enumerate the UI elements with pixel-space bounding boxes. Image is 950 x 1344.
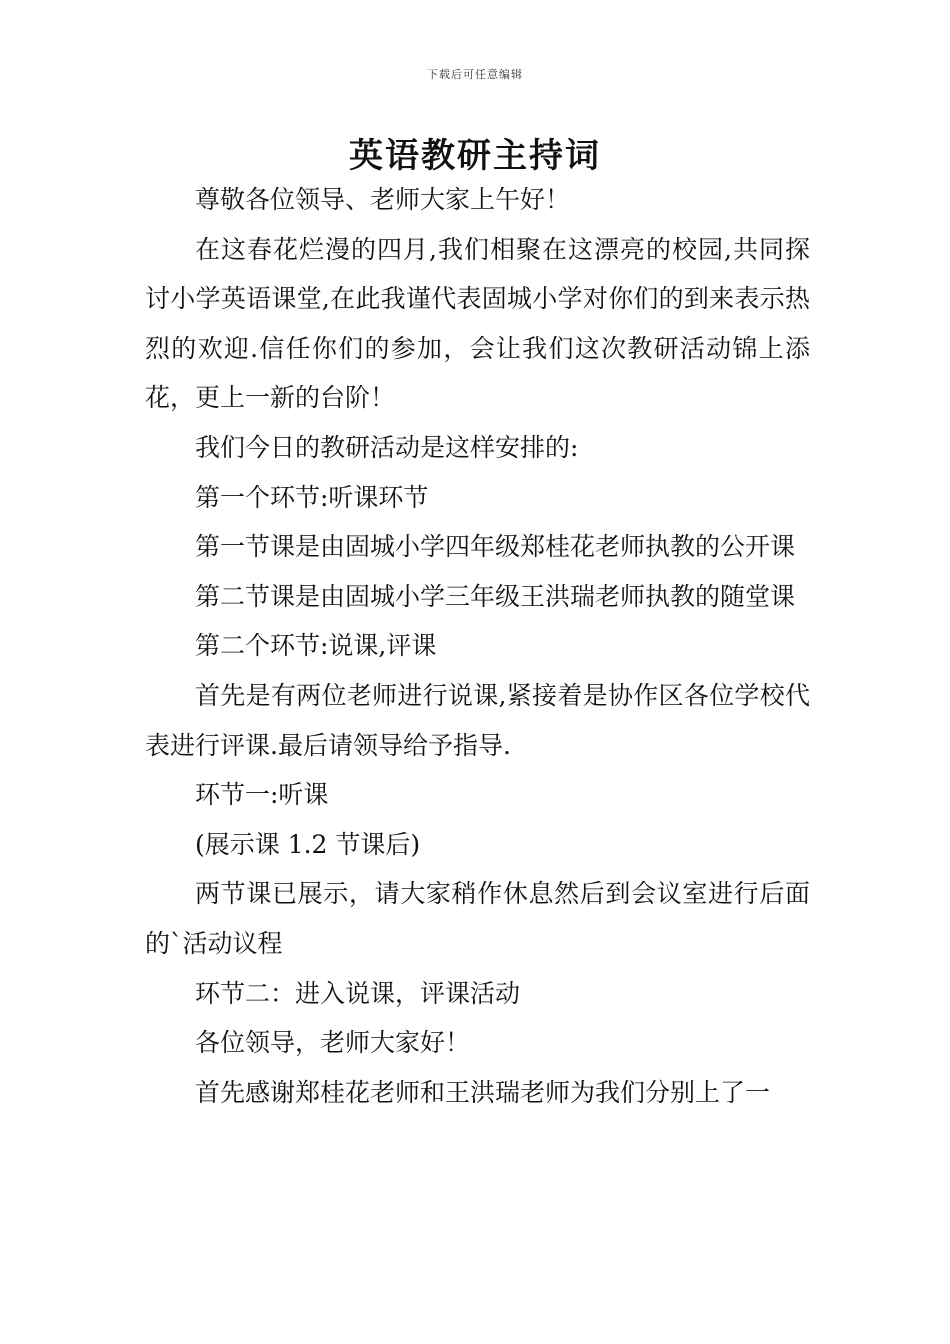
paragraph-step-one: 环节一:听课	[195, 780, 329, 810]
paragraph-review-process: 首先是有两位老师进行说课,紧接着是协作区各位学校代表进行评课.最后请领导给予指导.	[145, 680, 810, 760]
paragraph-section-two: 第二个环节:说课,评课	[195, 631, 437, 661]
paragraph-welcome: 在这春花烂漫的四月,我们相聚在这漂亮的校园,共同探讨小学英语课堂,在此我谨代表固城小学对你们的到来表示热烈的欢迎.信任你们的参加，会让我们这次教研活动锦上添花，更上一新的台阶！	[145, 234, 810, 413]
paragraph-greeting: 尊敬各位领导、老师大家上午好！	[195, 185, 571, 214]
paragraph-break-notice: 两节课已展示，请大家稍作休息然后到会议室进行后面的`活动议程	[145, 879, 810, 958]
document-body	[145, 175, 810, 1117]
paragraph-after-lessons: (展示课 1.2 节课后)	[195, 829, 421, 859]
paragraph-step-two: 环节二：进入说课，评课活动	[195, 978, 521, 1008]
paragraph-lesson-two: 第二节课是由固城小学三年级王洪瑞老师执教的随堂课	[195, 581, 796, 611]
paragraph-second-greeting: 各位领导，老师大家好！	[195, 1028, 471, 1058]
paragraph-agenda-intro: 我们今日的教研活动是这样安排的:	[195, 432, 579, 462]
document-title: 英语教研主持词	[349, 136, 601, 176]
paragraph-lesson-one: 第一节课是由固城小学四年级郑桂花老师执教的公开课	[195, 532, 796, 562]
page-header-note: 下载后可任意编辑	[427, 68, 523, 81]
paragraph-section-one: 第一个环节:听课环节	[195, 482, 429, 512]
paragraph-thanks: 首先感谢郑桂花老师和王洪瑞老师为我们分别上了一	[195, 1077, 771, 1107]
